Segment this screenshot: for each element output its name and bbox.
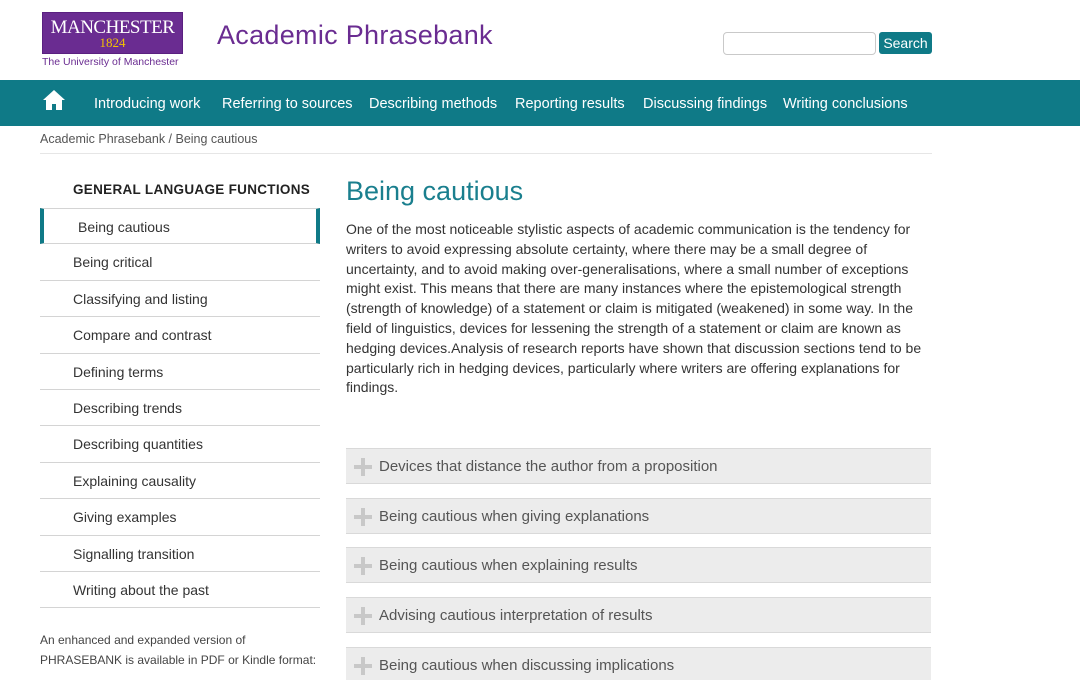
nav-introducing-work[interactable]: Introducing work [94, 96, 201, 112]
site-title[interactable]: Academic Phrasebank [217, 20, 493, 50]
site-header [0, 0, 1080, 80]
accordion-label: Being cautious when giving explanations [379, 508, 650, 525]
sidebar-item-describing-trends[interactable]: Describing trends [40, 390, 320, 426]
accordion-label: Being cautious when discussing implications [379, 657, 675, 674]
sidebar-item-writing-about-the-past[interactable]: Writing about the past [40, 572, 320, 608]
sidebar-item-explaining-causality[interactable]: Explaining causality [40, 463, 320, 499]
sidebar-item-classifying-and-listing[interactable]: Classifying and listing [40, 281, 320, 317]
main-navigation [0, 80, 1080, 126]
nav-discussing-findings[interactable]: Discussing findings [643, 96, 768, 112]
sidebar-item-defining-terms[interactable]: Defining terms [40, 354, 320, 390]
sidebar-note: An enhanced and expanded version of PHRASEBANK is available in PDF or Kindle format: [40, 633, 317, 667]
plus-icon [354, 557, 372, 575]
sidebar-item-describing-quantities[interactable]: Describing quantities [40, 426, 320, 462]
sidebar-item-giving-examples[interactable]: Giving examples [40, 499, 320, 535]
accordion-item[interactable] [346, 547, 931, 583]
breadcrumb[interactable]: Academic Phrasebank / Being cautious [40, 132, 258, 146]
plus-icon [354, 458, 372, 476]
home-icon[interactable] [42, 89, 66, 111]
sidebar-item-being-cautious[interactable]: Being cautious [40, 208, 320, 244]
accordion-item[interactable] [346, 448, 931, 484]
sidebar-item-compare-and-contrast[interactable]: Compare and contrast [40, 317, 320, 353]
sidebar-item-being-critical[interactable]: Being critical [40, 244, 320, 280]
accordion-label: Advising cautious interpretation of results [379, 607, 653, 624]
plus-icon [354, 657, 372, 675]
logo-badge [42, 12, 183, 54]
search-button[interactable]: Search [879, 32, 932, 54]
accordion-item[interactable] [346, 597, 931, 633]
nav-writing-conclusions[interactable]: Writing conclusions [783, 96, 908, 112]
sidebar-menu [40, 208, 320, 608]
sidebar-item-signalling-transition[interactable]: Signalling transition [40, 536, 320, 572]
accordion-item[interactable] [346, 498, 931, 534]
accordion-label: Devices that distance the author from a proposition [379, 458, 718, 475]
plus-icon [354, 508, 372, 526]
intro-paragraph: One of the most noticeable stylistic aspects of academic communication is the tendency for writers to avoid expressing absolute certainty, where there may be a small degree of uncertainty, and to avoid making over-generalisations, where a small number of exceptions might exist. This means that there are many instances where the epistemological strength (strength of knowledge) of a statement or claim is mitigated (weakened) in some way. In the field of linguistics, devices for lessening the strength of a statement or claim are known as hedging devices.Analysis of research reports have shown that discussion sections tend to be particularly rich in hedging devices, particularly where writers are offering explanations for findings. [346, 221, 922, 396]
plus-icon [354, 607, 372, 625]
nav-reporting-results[interactable]: Reporting results [515, 96, 625, 112]
nav-referring-to-sources[interactable]: Referring to sources [222, 96, 353, 112]
accordion-item[interactable] [346, 647, 931, 680]
search-input[interactable] [723, 32, 876, 55]
breadcrumb-divider [40, 153, 932, 154]
university-logo[interactable] [42, 12, 184, 68]
sidebar-heading: GENERAL LANGUAGE FUNCTIONS [73, 182, 311, 197]
page-title: Being cautious [346, 176, 524, 206]
accordion-label: Being cautious when explaining results [379, 557, 638, 574]
logo-subtitle: The University of Manchester [42, 56, 179, 68]
logo-year: 1824 [99, 35, 126, 50]
nav-describing-methods[interactable]: Describing methods [369, 96, 498, 112]
logo-word: MANCHESTER [50, 17, 175, 38]
